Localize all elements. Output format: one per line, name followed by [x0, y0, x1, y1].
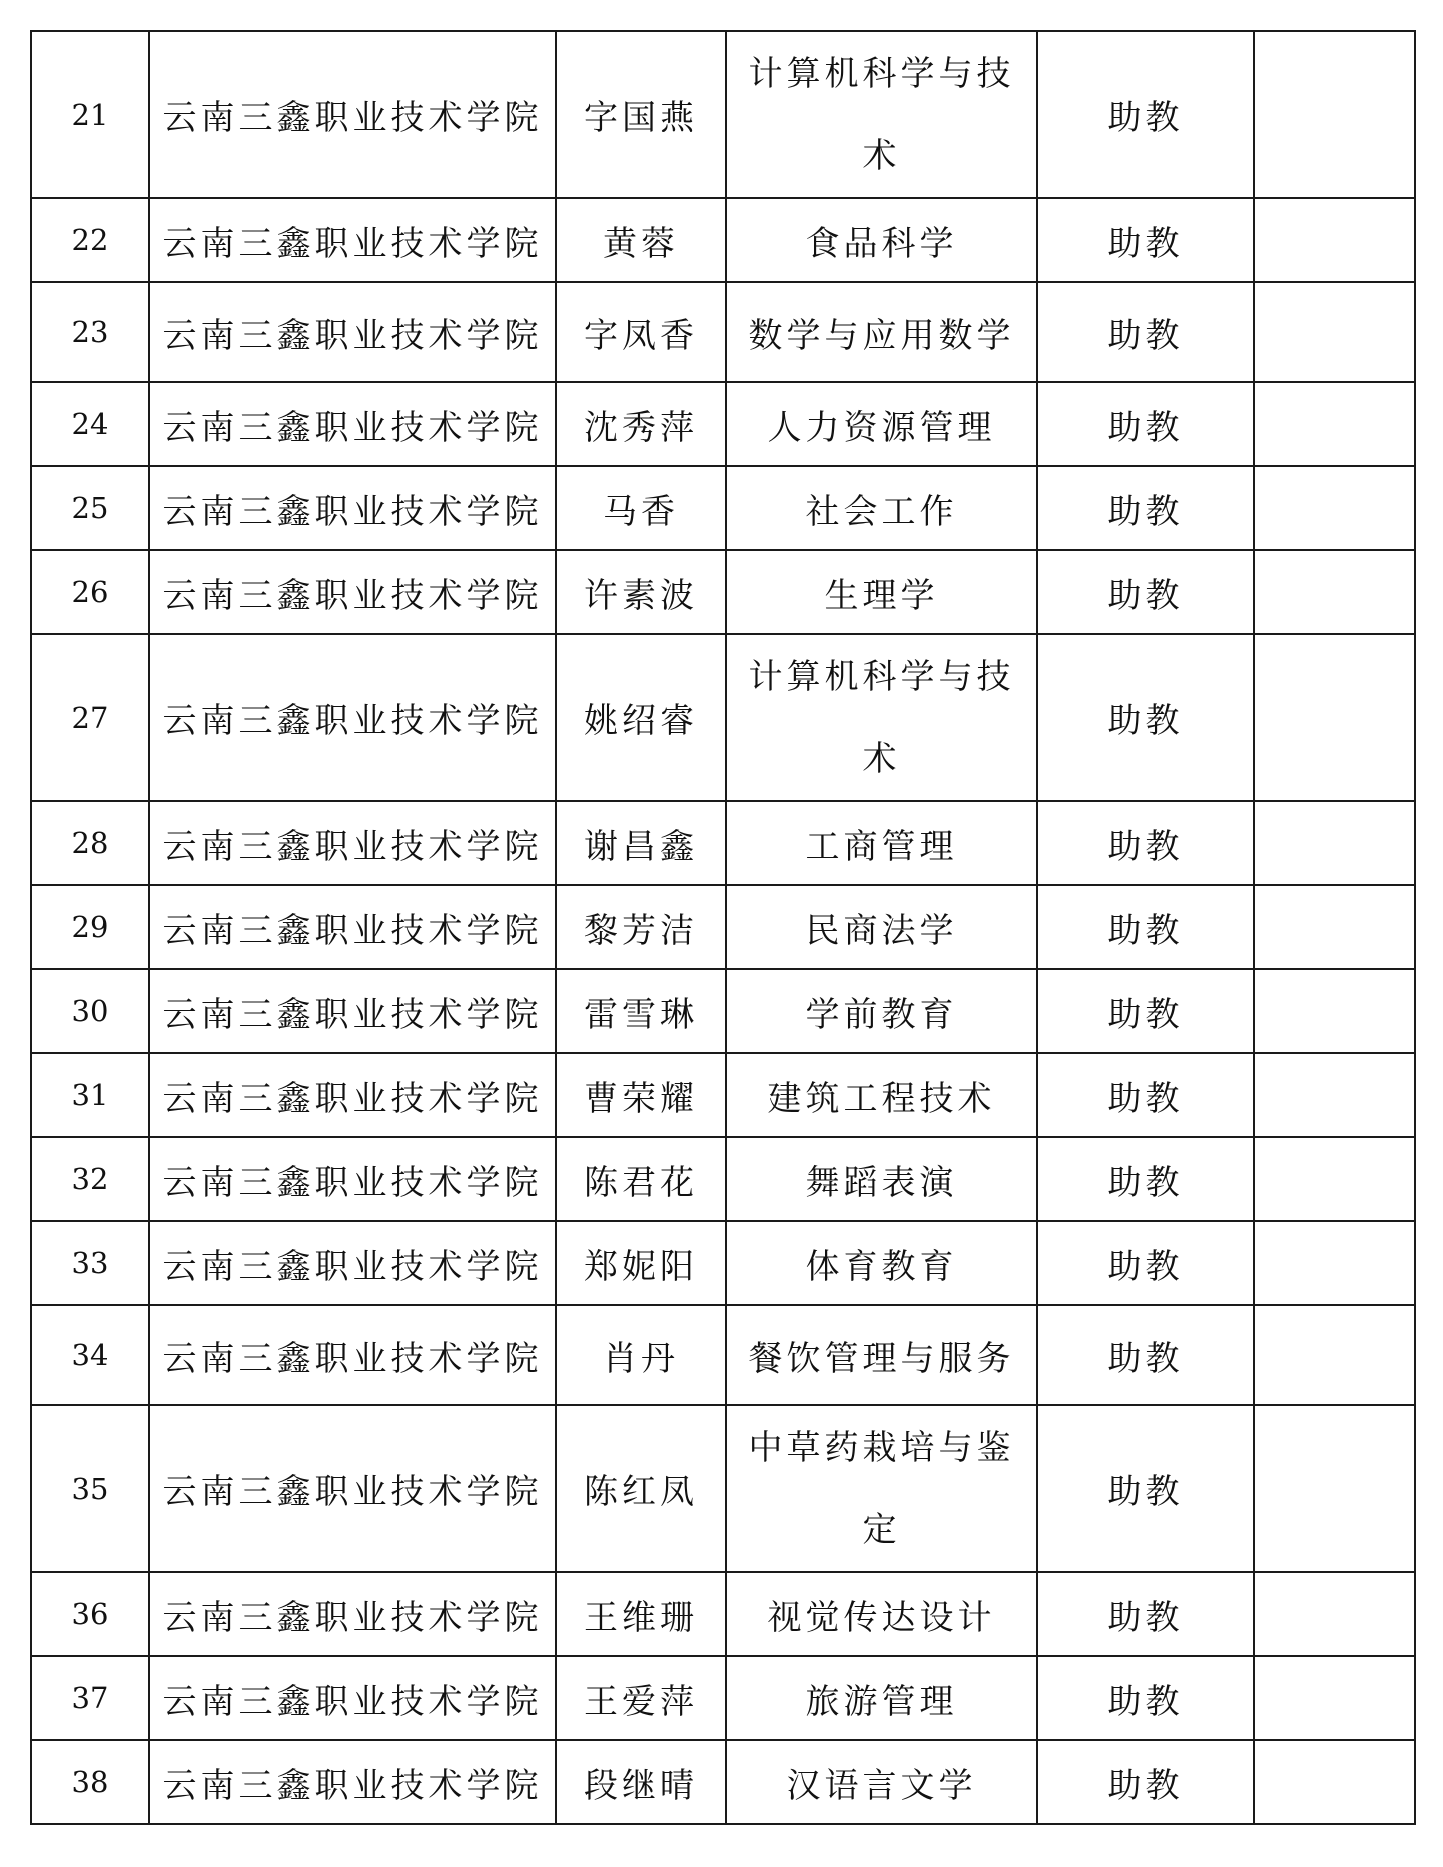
note-cell — [1254, 550, 1415, 634]
major-cell — [726, 198, 1037, 282]
name-cell: 姚绍睿 — [556, 634, 726, 801]
row-number: 36 — [31, 1572, 149, 1656]
institution-cell: 云南三鑫职业技术学院 — [149, 1740, 556, 1824]
note-cell — [1254, 31, 1415, 198]
institution-cell: 云南三鑫职业技术学院 — [149, 634, 556, 801]
institution-cell: 云南三鑫职业技术学院 — [149, 801, 556, 885]
major-line: 术 — [862, 738, 901, 779]
row-number: 24 — [31, 382, 149, 466]
note-cell — [1254, 801, 1415, 885]
table-row — [31, 969, 1415, 1053]
institution-cell: 云南三鑫职业技术学院 — [149, 466, 556, 550]
major-cell — [726, 969, 1037, 1053]
note-cell — [1254, 1221, 1415, 1305]
note-cell — [1254, 466, 1415, 550]
table-row — [31, 382, 1415, 466]
row-number: 27 — [31, 634, 149, 801]
major-cell — [726, 1405, 1037, 1572]
title-cell: 助教 — [1037, 1572, 1254, 1656]
major-cell — [726, 282, 1037, 382]
table-row — [31, 1305, 1415, 1405]
institution-cell: 云南三鑫职业技术学院 — [149, 1405, 556, 1572]
major-line: 术 — [862, 135, 901, 176]
note-cell — [1254, 382, 1415, 466]
name-cell: 字凤香 — [556, 282, 726, 382]
title-cell: 助教 — [1037, 885, 1254, 969]
major-cell — [726, 1305, 1037, 1405]
staff-table — [30, 30, 1416, 1825]
title-cell: 助教 — [1037, 31, 1254, 198]
title-cell: 助教 — [1037, 1740, 1254, 1824]
name-cell: 段继晴 — [556, 1740, 726, 1824]
row-number: 35 — [31, 1405, 149, 1572]
major-line: 旅游管理 — [805, 1681, 958, 1722]
table-row — [31, 801, 1415, 885]
major-line: 舞蹈表演 — [805, 1162, 958, 1203]
title-cell: 助教 — [1037, 634, 1254, 801]
title-cell: 助教 — [1037, 1137, 1254, 1221]
institution-cell: 云南三鑫职业技术学院 — [149, 550, 556, 634]
table-row — [31, 1137, 1415, 1221]
title-cell: 助教 — [1037, 198, 1254, 282]
name-cell: 沈秀萍 — [556, 382, 726, 466]
major-line: 人力资源管理 — [767, 407, 996, 448]
row-number: 25 — [31, 466, 149, 550]
table-row — [31, 1053, 1415, 1137]
row-number: 26 — [31, 550, 149, 634]
table-row — [31, 282, 1415, 382]
row-number: 29 — [31, 885, 149, 969]
name-cell: 谢昌鑫 — [556, 801, 726, 885]
table-row — [31, 31, 1415, 198]
note-cell — [1254, 1740, 1415, 1824]
name-cell: 陈红凤 — [556, 1405, 726, 1572]
name-cell: 黄蓉 — [556, 198, 726, 282]
major-cell — [726, 31, 1037, 198]
title-cell: 助教 — [1037, 1405, 1254, 1572]
row-number: 31 — [31, 1053, 149, 1137]
institution-cell: 云南三鑫职业技术学院 — [149, 1221, 556, 1305]
note-cell — [1254, 885, 1415, 969]
major-line: 视觉传达设计 — [767, 1597, 996, 1638]
name-cell: 许素波 — [556, 550, 726, 634]
row-number: 28 — [31, 801, 149, 885]
note-cell — [1254, 1405, 1415, 1572]
major-cell — [726, 382, 1037, 466]
name-cell: 陈君花 — [556, 1137, 726, 1221]
row-number: 33 — [31, 1221, 149, 1305]
major-line: 汉语言文学 — [786, 1765, 977, 1806]
table-row — [31, 550, 1415, 634]
note-cell — [1254, 1572, 1415, 1656]
major-line: 数学与应用数学 — [748, 315, 1015, 356]
institution-cell: 云南三鑫职业技术学院 — [149, 969, 556, 1053]
title-cell: 助教 — [1037, 801, 1254, 885]
title-cell: 助教 — [1037, 969, 1254, 1053]
major-line: 学前教育 — [805, 994, 958, 1035]
title-cell: 助教 — [1037, 550, 1254, 634]
table-row — [31, 1572, 1415, 1656]
institution-cell: 云南三鑫职业技术学院 — [149, 1137, 556, 1221]
table-row — [31, 1405, 1415, 1572]
name-cell: 字国燕 — [556, 31, 726, 198]
table-row — [31, 466, 1415, 550]
title-cell: 助教 — [1037, 1053, 1254, 1137]
name-cell: 雷雪琳 — [556, 969, 726, 1053]
major-line: 计算机科学与技 — [748, 53, 1015, 94]
name-cell: 曹荣耀 — [556, 1053, 726, 1137]
row-number: 23 — [31, 282, 149, 382]
major-line: 民商法学 — [805, 910, 958, 951]
note-cell — [1254, 1656, 1415, 1740]
major-line: 工商管理 — [805, 826, 958, 867]
note-cell — [1254, 1053, 1415, 1137]
major-line: 餐饮管理与服务 — [748, 1338, 1015, 1379]
row-number: 38 — [31, 1740, 149, 1824]
name-cell: 黎芳洁 — [556, 885, 726, 969]
major-cell — [726, 634, 1037, 801]
major-cell — [726, 1656, 1037, 1740]
name-cell: 肖丹 — [556, 1305, 726, 1405]
row-number: 30 — [31, 969, 149, 1053]
row-number: 21 — [31, 31, 149, 198]
institution-cell: 云南三鑫职业技术学院 — [149, 1053, 556, 1137]
institution-cell: 云南三鑫职业技术学院 — [149, 198, 556, 282]
institution-cell: 云南三鑫职业技术学院 — [149, 1656, 556, 1740]
major-cell — [726, 1053, 1037, 1137]
title-cell: 助教 — [1037, 1656, 1254, 1740]
major-line: 建筑工程技术 — [767, 1078, 996, 1119]
note-cell — [1254, 198, 1415, 282]
row-number: 34 — [31, 1305, 149, 1405]
major-cell — [726, 550, 1037, 634]
table-row — [31, 634, 1415, 801]
major-line: 食品科学 — [805, 223, 958, 264]
table-row — [31, 198, 1415, 282]
table-row — [31, 1656, 1415, 1740]
name-cell: 郑妮阳 — [556, 1221, 726, 1305]
major-line: 中草药栽培与鉴 — [748, 1427, 1015, 1468]
row-number: 22 — [31, 198, 149, 282]
institution-cell: 云南三鑫职业技术学院 — [149, 382, 556, 466]
staff-table-body — [31, 31, 1415, 1824]
major-cell — [726, 801, 1037, 885]
major-cell — [726, 885, 1037, 969]
institution-cell: 云南三鑫职业技术学院 — [149, 282, 556, 382]
major-line: 生理学 — [824, 575, 939, 616]
institution-cell: 云南三鑫职业技术学院 — [149, 1572, 556, 1656]
institution-cell: 云南三鑫职业技术学院 — [149, 1305, 556, 1405]
note-cell — [1254, 634, 1415, 801]
institution-cell: 云南三鑫职业技术学院 — [149, 31, 556, 198]
row-number: 32 — [31, 1137, 149, 1221]
note-cell — [1254, 969, 1415, 1053]
institution-cell: 云南三鑫职业技术学院 — [149, 885, 556, 969]
note-cell — [1254, 282, 1415, 382]
table-row — [31, 1740, 1415, 1824]
row-number: 37 — [31, 1656, 149, 1740]
name-cell: 王维珊 — [556, 1572, 726, 1656]
major-line: 定 — [862, 1509, 901, 1550]
name-cell: 王爱萍 — [556, 1656, 726, 1740]
major-cell — [726, 1221, 1037, 1305]
title-cell: 助教 — [1037, 282, 1254, 382]
major-line: 体育教育 — [805, 1246, 958, 1287]
title-cell: 助教 — [1037, 466, 1254, 550]
major-cell — [726, 1740, 1037, 1824]
title-cell: 助教 — [1037, 1305, 1254, 1405]
note-cell — [1254, 1137, 1415, 1221]
title-cell: 助教 — [1037, 1221, 1254, 1305]
table-row — [31, 885, 1415, 969]
major-cell — [726, 466, 1037, 550]
major-line: 计算机科学与技 — [748, 656, 1015, 697]
major-cell — [726, 1137, 1037, 1221]
table-row — [31, 1221, 1415, 1305]
name-cell: 马香 — [556, 466, 726, 550]
major-cell — [726, 1572, 1037, 1656]
note-cell — [1254, 1305, 1415, 1405]
title-cell: 助教 — [1037, 382, 1254, 466]
major-line: 社会工作 — [805, 491, 958, 532]
